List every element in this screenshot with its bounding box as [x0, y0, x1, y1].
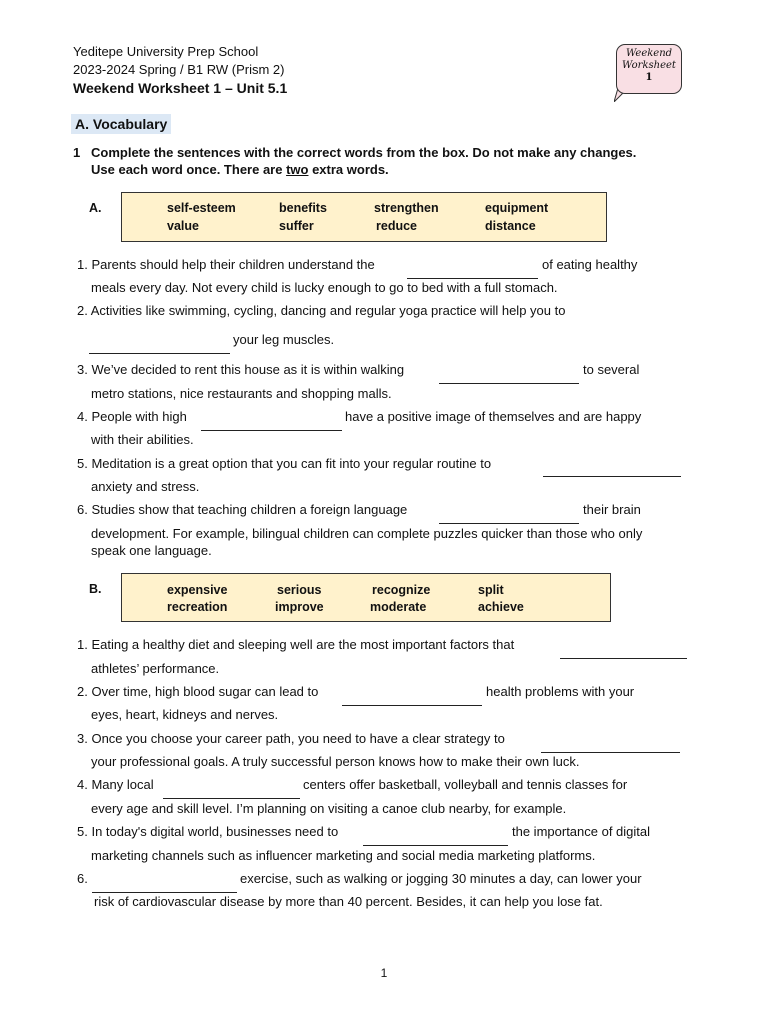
question-b2-text: eyes, heart, kidneys and nerves.	[91, 707, 279, 722]
page-number: 1	[380, 966, 388, 980]
question-a4-text: with their abilities.	[91, 432, 194, 447]
answer-blank-b4[interactable]	[163, 784, 300, 799]
worksheet-badge	[616, 44, 682, 94]
word-box-item: split	[478, 583, 504, 597]
answer-blank-a2[interactable]	[89, 339, 230, 354]
question-a5-text: anxiety and stress.	[91, 479, 200, 494]
answer-blank-b6[interactable]	[92, 878, 237, 893]
box-b-label: B.	[89, 582, 102, 596]
badge-line-3: 1	[645, 72, 653, 83]
word-box-item: suffer	[279, 219, 314, 233]
instruction-text: Use each word once. There are	[91, 162, 287, 177]
answer-blank-a5[interactable]	[543, 462, 681, 477]
question-a4-text: have a positive image of themselves and are happy	[345, 409, 642, 424]
word-box-item: improve	[275, 600, 324, 614]
word-box-a	[121, 192, 607, 242]
question-a1-text: meals every day. Not every child is lucky enough to go to bed with a full stomach.	[91, 280, 558, 295]
question-a1-text: of eating healthy	[542, 257, 638, 272]
instruction-line-2	[91, 162, 389, 177]
word-box-item: expensive	[167, 583, 228, 597]
question-b2-text: 2. Over time, high blood sugar can lead to	[77, 684, 319, 699]
answer-blank-b2[interactable]	[342, 691, 482, 706]
word-box-item: achieve	[478, 600, 524, 614]
answer-blank-b3[interactable]	[541, 738, 680, 753]
question-b4-text: 4. Many local	[77, 777, 154, 792]
word-box-item: self-esteem	[167, 201, 236, 215]
instruction-emphasis: two	[286, 162, 309, 177]
box-a-label: A.	[89, 201, 102, 215]
question-b1-text: 1. Eating a healthy diet and sleeping well are the most important factors that	[77, 637, 515, 652]
question-b4-text: every age and skill level. I’m planning on visiting a canoe club nearby, for example.	[91, 801, 567, 816]
word-box-item: reduce	[376, 219, 417, 233]
question-b6-text: 6.	[77, 871, 88, 886]
answer-blank-a6[interactable]	[439, 509, 579, 524]
word-box-item: value	[167, 219, 199, 233]
school-name: Yeditepe University Prep School	[73, 44, 259, 59]
badge-line-1: Weekend	[625, 48, 673, 59]
question-a3-text: to several	[583, 362, 640, 377]
word-box-item: distance	[485, 219, 536, 233]
answer-blank-a3[interactable]	[439, 369, 579, 384]
question-b1-text: athletes’ performance.	[91, 661, 220, 676]
question-a6-text: speak one language.	[91, 543, 212, 558]
badge-line-2: Worksheet	[622, 60, 676, 71]
question-a6-text: 6. Studies show that teaching children a foreign language	[77, 502, 408, 517]
question-a2-text: your leg muscles.	[233, 332, 335, 347]
word-box-item: benefits	[279, 201, 327, 215]
word-box-item: moderate	[370, 600, 427, 614]
question-b4-text: centers offer basketball, volleyball and tennis classes for	[303, 777, 628, 792]
word-box-item: strengthen	[374, 201, 439, 215]
answer-blank-a4[interactable]	[201, 416, 342, 431]
question-b2-text: health problems with your	[486, 684, 635, 699]
question-a3-text: metro stations, nice restaurants and shopping malls.	[91, 386, 392, 401]
word-box-b	[121, 573, 611, 622]
word-box-item: equipment	[485, 201, 549, 215]
question-a1-text: 1. Parents should help their children understand the	[77, 257, 375, 272]
question-a6-text: their brain	[583, 502, 641, 517]
question-b6-text: risk of cardiovascular disease by more than 40 percent. Besides, it can help you lose fat.	[94, 894, 603, 909]
term-info: 2023-2024 Spring / B1 RW (Prism 2)	[73, 62, 285, 77]
question-a6-text: development. For example, bilingual children can complete puzzles quicker than those who only	[91, 526, 643, 541]
question-a4-text: 4. People with high	[77, 409, 187, 424]
question-b3-text: 3. Once you choose your career path, you need to have a clear strategy to	[77, 731, 505, 746]
instruction-line-1: Complete the sentences with the correct words from the box. Do not make any changes.	[91, 145, 637, 160]
question-b5-text: the importance of digital	[512, 824, 651, 839]
answer-blank-b5[interactable]	[363, 831, 508, 846]
question-b3-text: your professional goals. A truly successful person knows how to make their own luck.	[91, 754, 580, 769]
instruction-text: extra words.	[308, 162, 389, 177]
question-a2-text: 2. Activities like swimming, cycling, dancing and regular yoga practice will help you to	[77, 303, 566, 318]
question-b5-text: marketing channels such as influencer marketing and social media marketing platforms.	[91, 848, 596, 863]
answer-blank-b1[interactable]	[560, 644, 687, 659]
question-b6-text: exercise, such as walking or jogging 30 minutes a day, can lower your	[240, 871, 642, 886]
word-box-item: recreation	[167, 600, 228, 614]
worksheet-title: Weekend Worksheet 1 – Unit 5.1	[73, 80, 288, 96]
question-a5-text: 5. Meditation is a great option that you can fit into your regular routine to	[77, 456, 492, 471]
instruction-number: 1	[73, 145, 81, 160]
word-box-item: serious	[277, 583, 322, 597]
answer-blank-a1[interactable]	[407, 264, 538, 279]
word-box-item: recognize	[372, 583, 431, 597]
question-a3-text: 3. We’ve decided to rent this house as it is within walking	[77, 362, 405, 377]
section-heading-vocabulary: A. Vocabulary	[71, 114, 171, 134]
question-b5-text: 5. In today's digital world, businesses need to	[77, 824, 339, 839]
